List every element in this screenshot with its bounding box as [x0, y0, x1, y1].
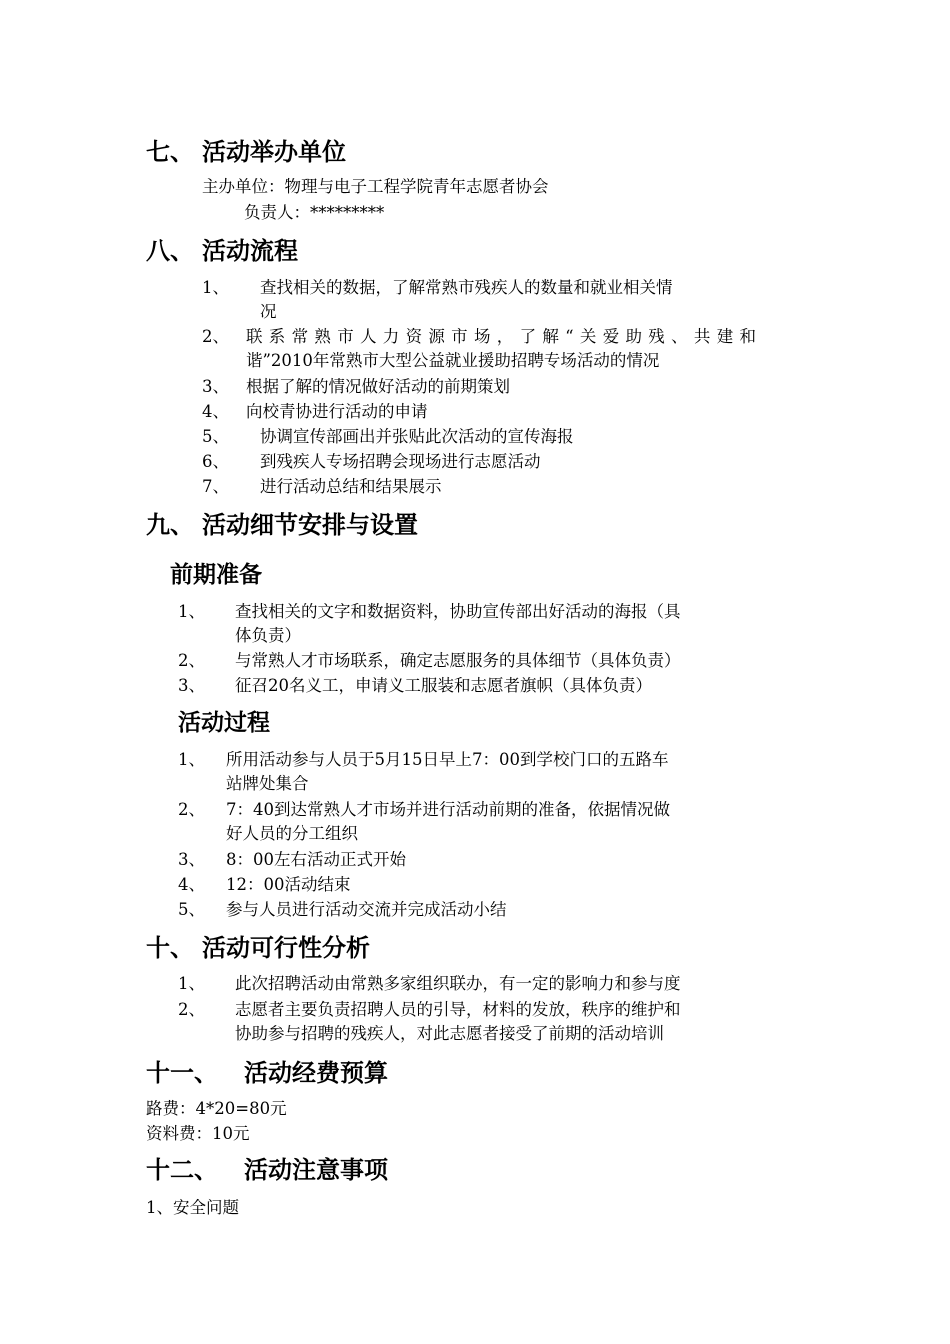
- person-in-charge: 负责人：*********: [244, 203, 385, 222]
- item-text-cont: 况: [260, 302, 277, 321]
- item-text: 到残疾人专场招聘会现场进行志愿活动: [260, 452, 541, 471]
- section-title: 活动可行性分析: [202, 934, 370, 962]
- item-text: 所用活动参与人员于5月15日早上7：00到学校门口的五路车: [226, 750, 669, 769]
- section-number: 七、: [146, 138, 194, 166]
- section-heading-7: [146, 137, 346, 167]
- list-item: [178, 972, 758, 996]
- section-number: 九、: [146, 511, 194, 539]
- list-item: [202, 375, 758, 399]
- item-number: 3、: [178, 850, 205, 869]
- section-heading-9: [146, 510, 418, 540]
- item-number: 3、: [202, 377, 229, 396]
- item-text: 向校青协进行活动的申请: [246, 402, 428, 421]
- host-unit: 主办单位：物理与电子工程学院青年志愿者协会: [202, 177, 549, 196]
- section-number: 八、: [146, 237, 194, 265]
- item-text: 协调宣传部画出并张贴此次活动的宣传海报: [260, 427, 574, 446]
- item-number: 2、: [178, 800, 205, 819]
- item-number: 5、: [202, 427, 229, 446]
- item-text: 查找相关的文字和数据资料，协助宣传部出好活动的海报（具: [235, 602, 681, 621]
- item-text: 7：40到达常熟人才市场并进行活动前期的准备，依据情况做: [226, 800, 670, 819]
- section-number: 十二、: [146, 1156, 218, 1184]
- list-item: [178, 798, 758, 846]
- section-title: 活动经费预算: [244, 1059, 388, 1087]
- list-item: [178, 998, 758, 1046]
- section-title: 活动注意事项: [244, 1156, 388, 1184]
- item-number: 4、: [202, 402, 229, 421]
- item-number: 5、: [178, 900, 205, 919]
- item-text-cont: 谐”2010年常熟市大型公益就业援助招聘专场活动的情况: [246, 351, 660, 370]
- item-text: 12：00活动结束: [226, 875, 351, 894]
- subheading-process: 活动过程: [178, 710, 270, 736]
- section-title: 活动流程: [202, 237, 298, 265]
- item-text: 根据了解的情况做好活动的前期策划: [246, 377, 510, 396]
- list-item: [202, 276, 758, 324]
- notice-item: 1、安全问题: [146, 1198, 239, 1217]
- budget-travel: 路费：4*20=80元: [146, 1099, 287, 1118]
- list-item: [202, 475, 758, 499]
- list-item: [202, 425, 758, 449]
- section-title: 活动细节安排与设置: [202, 511, 418, 539]
- item-text: 查找相关的数据，了解常熟市残疾人的数量和就业相关情: [260, 278, 673, 297]
- section-heading-10: [146, 933, 370, 963]
- item-number: 2、: [202, 327, 229, 346]
- list-item: [178, 649, 758, 673]
- list-item: [178, 600, 758, 648]
- item-text-cont: 体负责）: [235, 626, 301, 645]
- section-heading-8: [146, 236, 298, 266]
- list-item: [178, 873, 758, 897]
- item-number: 1、: [178, 602, 205, 621]
- item-text: 8：00左右活动正式开始: [226, 850, 406, 869]
- item-number: 7、: [202, 477, 229, 496]
- item-text: 联系常熟市人力资源市场，了解“关爱助残、共建和: [246, 327, 756, 346]
- item-text: 此次招聘活动由常熟多家组织联办，有一定的影响力和参与度: [235, 974, 681, 993]
- section-heading-11: [146, 1058, 388, 1088]
- section-number: 十、: [146, 934, 194, 962]
- list-item: [178, 898, 758, 922]
- list-item: [202, 450, 758, 474]
- item-text: 志愿者主要负责招聘人员的引导，材料的发放，秩序的维护和: [235, 1000, 681, 1019]
- item-text: 与常熟人才市场联系，确定志愿服务的具体细节（具体负责）: [235, 651, 681, 670]
- item-number: 6、: [202, 452, 229, 471]
- item-text: 参与人员进行活动交流并完成活动小结: [226, 900, 507, 919]
- item-number: 4、: [178, 875, 205, 894]
- list-item: [202, 325, 758, 373]
- item-text-cont: 协助参与招聘的残疾人，对此志愿者接受了前期的活动培训: [235, 1024, 664, 1043]
- budget-material: 资料费：10元: [146, 1124, 250, 1143]
- item-number: 2、: [178, 651, 205, 670]
- list-item: [178, 848, 758, 872]
- subheading-preparation: 前期准备: [170, 562, 262, 588]
- item-text: 进行活动总结和结果展示: [260, 477, 442, 496]
- list-item: [178, 674, 758, 698]
- section-heading-12: [146, 1155, 388, 1185]
- item-number: 1、: [178, 974, 205, 993]
- item-number: 1、: [178, 750, 205, 769]
- item-number: 3、: [178, 676, 205, 695]
- item-number: 2、: [178, 1000, 205, 1019]
- list-item: [178, 748, 758, 796]
- section-title: 活动举办单位: [202, 138, 346, 166]
- item-number: 1、: [202, 278, 229, 297]
- list-item: [202, 400, 758, 424]
- item-text-cont: 站牌处集合: [226, 774, 309, 793]
- item-text: 征召20名义工，申请义工服装和志愿者旗帜（具体负责）: [235, 676, 652, 695]
- item-text-cont: 好人员的分工组织: [226, 824, 358, 843]
- section-number: 十一、: [146, 1059, 218, 1087]
